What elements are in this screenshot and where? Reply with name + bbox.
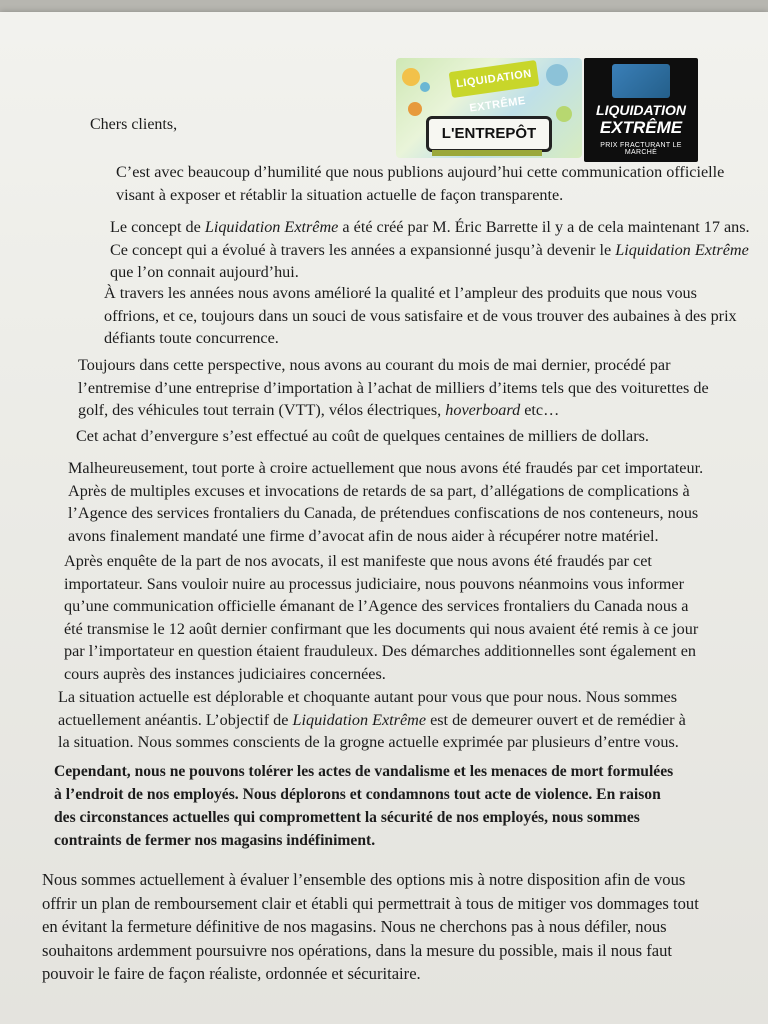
decor-dot — [546, 64, 568, 86]
line: Malheureusement, tout porte à croire actuellement que nous avons été fraudés par cet importateur. — [68, 459, 704, 477]
line: offrions, et ce, toujours dans un souci de vous satisfaire et de vous trouver des aubaines à des prix — [104, 306, 737, 325]
text-run: actuellement anéantis. L’objectif de — [58, 710, 293, 729]
logo-plate: L'ENTREPÔT — [426, 116, 552, 152]
brand-name: Liquidation Extrême — [292, 710, 427, 729]
letter-page — [0, 12, 768, 1024]
paragraph-history — [104, 282, 737, 350]
paragraph-intro — [116, 161, 724, 206]
logo-tagline: PRIX FRACTURANT LE MARCHÉ — [600, 142, 682, 156]
decor-dot — [420, 82, 430, 92]
paragraph-investigation — [64, 550, 698, 685]
line: À travers les années nous avons amélioré la qualité et l’ampleur des produits que nous vous — [104, 284, 697, 302]
paragraph-refund-plan — [42, 868, 699, 986]
paragraph-purchase — [78, 354, 709, 422]
paragraph-fraud — [68, 457, 703, 547]
line: par l’importateur en question étaient frauduleux. Des démarches additionnelles sont également en — [64, 642, 696, 660]
text-run: Le concept de — [110, 218, 205, 236]
line: des circonstances actuelles qui compromettent la sécurité de nos employés, nous sommes — [54, 809, 640, 826]
decor-dot — [556, 106, 572, 122]
liquidation-extreme-logo — [584, 58, 698, 162]
line: en évitant la fermeture définitive de nos magasins. Nous ne cherchons pas à nous défiler, nous — [42, 917, 667, 936]
line: que l’on connait aujourd’hui. — [110, 263, 299, 281]
line: offrir un plan de remboursement clair et établi qui permettrait à tous de mitiger vos dommages tout — [42, 893, 699, 913]
product-term: hoverboard — [445, 401, 521, 419]
paragraph-situation — [58, 686, 686, 754]
line: Nous sommes actuellement à évaluer l’ensemble des options mis à notre disposition afin de vous — [42, 870, 686, 889]
line: cours auprès des instances judiciaires concernées. — [64, 664, 386, 683]
text-run: est de demeurer ouvert et de remédier à — [426, 710, 686, 729]
entrepot-logo — [396, 58, 582, 158]
line: été transmise le 12 août dernier confirmant que les documents qui nous avaient été remis à ce jour — [64, 619, 699, 638]
paragraph-concept — [110, 216, 750, 284]
line: contraints de fermer nos magasins indéfiniment. — [54, 832, 376, 849]
text-run: a été créé par M. Éric Barrette il y a de cela maintenant 17 ans. — [338, 218, 750, 236]
line: Cependant, nous ne pouvons tolérer les actes de vandalisme et les menaces de mort formulées — [54, 763, 674, 780]
text-run: Ce concept qui a évolué à travers les années a expansionné jusqu’à devenir le — [110, 240, 616, 259]
text-run: golf, des véhicules tout terrain (VTT), vélos électriques, — [78, 401, 446, 419]
line: Toujours dans cette perspective, nous avons au courant du mois de mai dernier, procédé par — [78, 356, 671, 374]
decor-dot — [402, 68, 420, 86]
line: qu’une communication officielle émanant de l’Agence des services frontaliers du Canada nous a — [64, 597, 689, 615]
brand-name: Liquidation Extrême — [204, 218, 339, 236]
line: défiants toute concurrence. — [104, 329, 279, 347]
cart-icon — [612, 64, 670, 98]
line: Après enquête de la part de nos avocats, il est manifeste que nous avons été fraudés par cet — [64, 552, 652, 570]
paragraph-cost — [76, 425, 649, 448]
line: souhaitons ardemment poursuivre nos opérations, dans la mesure du possible, mais il nous faut — [42, 940, 672, 960]
logo-line1: LIQUIDATION — [596, 102, 686, 118]
line: avons finalement mandaté une firme d’avocat afin de nous aider à récupérer notre matériel. — [68, 526, 659, 545]
line: visant à exposer et rétablir la situation actuelle de façon transparente. — [116, 185, 564, 204]
line: l’Agence des services frontaliers du Canada, de prétendues confiscations de nos conteneurs, nous — [68, 504, 699, 522]
line: Cet achat d’envergure s’est effectué au coût de quelques centaines de milliers de dollars. — [76, 427, 649, 445]
line: à l’endroit de nos employés. Nous déplorons et condamnons tout acte de violence. En raison — [54, 786, 661, 803]
line: C’est avec beaucoup d’humilité que nous publions aujourd’hui cette communication officielle — [116, 163, 725, 181]
text-run: etc… — [520, 401, 560, 419]
decor-dot — [408, 102, 422, 116]
greeting: Chers clients, — [90, 116, 178, 133]
line: Après de multiples excuses et invocations de retards de sa part, d’allégations de complications à — [68, 481, 690, 500]
line: la situation. Nous sommes conscients de la grogne actuelle exprimée par plusieurs d’entre vous. — [58, 733, 679, 751]
logo-line2: EXTRÊME — [599, 118, 683, 137]
paragraph-closure-notice — [54, 760, 673, 852]
line: La situation actuelle est déplorable et choquante autant pour vous que pour nous. Nous sommes — [58, 688, 678, 706]
brand-name: Liquidation Extrême — [615, 240, 749, 259]
line: importateur. Sans vouloir nuire au processus judiciaire, nous pouvons néanmoins vous informer — [64, 574, 684, 593]
logo-strip — [432, 150, 542, 156]
line: pouvoir le faire de façon réaliste, ordonnée et sécuritaire. — [42, 964, 421, 983]
line: l’entremise d’une entreprise d’importation à l’achat de milliers d’items tels que des voiturettes de — [78, 378, 709, 397]
logo-banner: LIQUIDATION EXTRÊME — [449, 60, 540, 98]
